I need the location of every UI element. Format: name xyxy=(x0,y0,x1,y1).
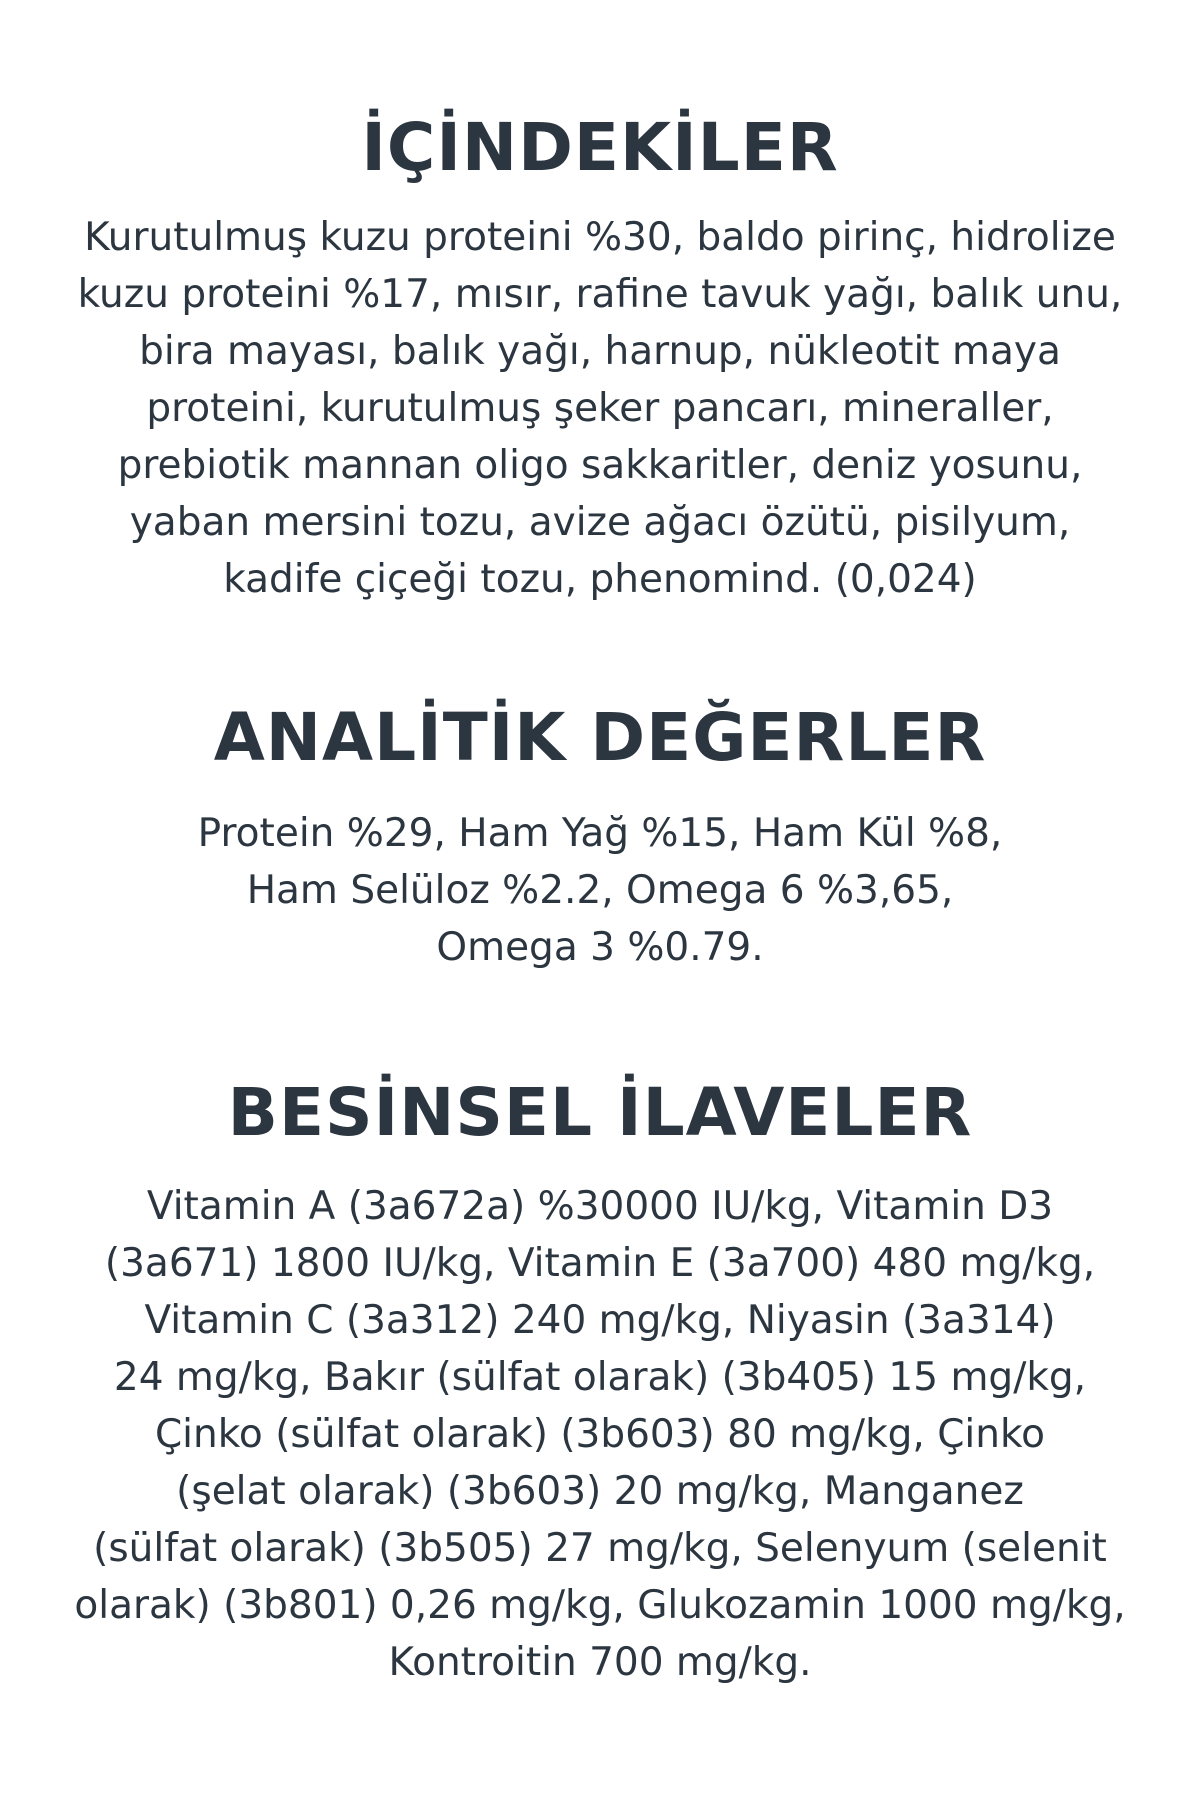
ingredients-line: bira mayası, balık yağı, harnup, nükleotit maya xyxy=(139,329,1061,374)
ingredients-heading: İÇİNDEKİLER xyxy=(361,109,839,186)
nutritional-additives-heading: BESİNSEL İLAVELER xyxy=(227,1074,973,1151)
nutritional-additives-text xyxy=(0,1178,1200,1691)
ingredients-section xyxy=(0,109,1200,608)
nutritional-additives-line: (3a671) 1800 IU/kg, Vitamin E (3a700) 480 mg/kg, xyxy=(104,1241,1096,1286)
ingredients-line: kuzu proteini %17, mısır, rafine tavuk yağı, balık unu, xyxy=(77,272,1123,317)
nutritional-additives-section xyxy=(0,1074,1200,1691)
analytic-values-section xyxy=(0,699,1200,976)
ingredients-line: prebiotik mannan oligo sakkaritler, deniz yosunu, xyxy=(117,443,1083,488)
nutritional-additives-line: Kontroitin 700 mg/kg. xyxy=(388,1640,812,1685)
nutritional-additives-line: olarak) (3b801) 0,26 mg/kg, Glukozamin 1000 mg/kg, xyxy=(74,1583,1126,1628)
analytic-values-line: Ham Selüloz %2.2, Omega 6 %3,65, xyxy=(246,868,954,913)
ingredients-line: proteini, kurutulmuş şeker pancarı, mineraller, xyxy=(146,386,1054,431)
ingredients-line: kadife çiçeği tozu, phenomind. (0,024) xyxy=(223,557,977,602)
analytic-values-line: Protein %29, Ham Yağ %15, Ham Kül %8, xyxy=(197,811,1003,856)
nutritional-additives-line: Çinko (sülfat olarak) (3b603) 80 mg/kg, Çinko xyxy=(154,1412,1046,1457)
nutritional-additives-line: 24 mg/kg, Bakır (sülfat olarak) (3b405) 15 mg/kg, xyxy=(113,1355,1087,1400)
analytic-values-heading: ANALİTİK DEĞERLER xyxy=(213,699,987,776)
analytic-values-text xyxy=(0,805,1200,976)
ingredients-line: yaban mersini tozu, avize ağacı özütü, pisilyum, xyxy=(129,500,1071,545)
nutritional-additives-line: (şelat olarak) (3b603) 20 mg/kg, Manganez xyxy=(176,1469,1024,1514)
ingredients-line: Kurutulmuş kuzu proteini %30, baldo pirinç, hidrolize xyxy=(84,215,1116,260)
analytic-values-line: Omega 3 %0.79. xyxy=(436,925,764,970)
ingredients-text xyxy=(0,209,1200,608)
nutritional-additives-line: Vitamin C (3a312) 240 mg/kg, Niyasin (3a314) xyxy=(144,1298,1056,1343)
nutritional-additives-line: Vitamin A (3a672a) %30000 IU/kg, Vitamin D3 xyxy=(146,1184,1054,1229)
nutritional-additives-line: (sülfat olarak) (3b505) 27 mg/kg, Selenyum (selenit xyxy=(93,1526,1107,1571)
